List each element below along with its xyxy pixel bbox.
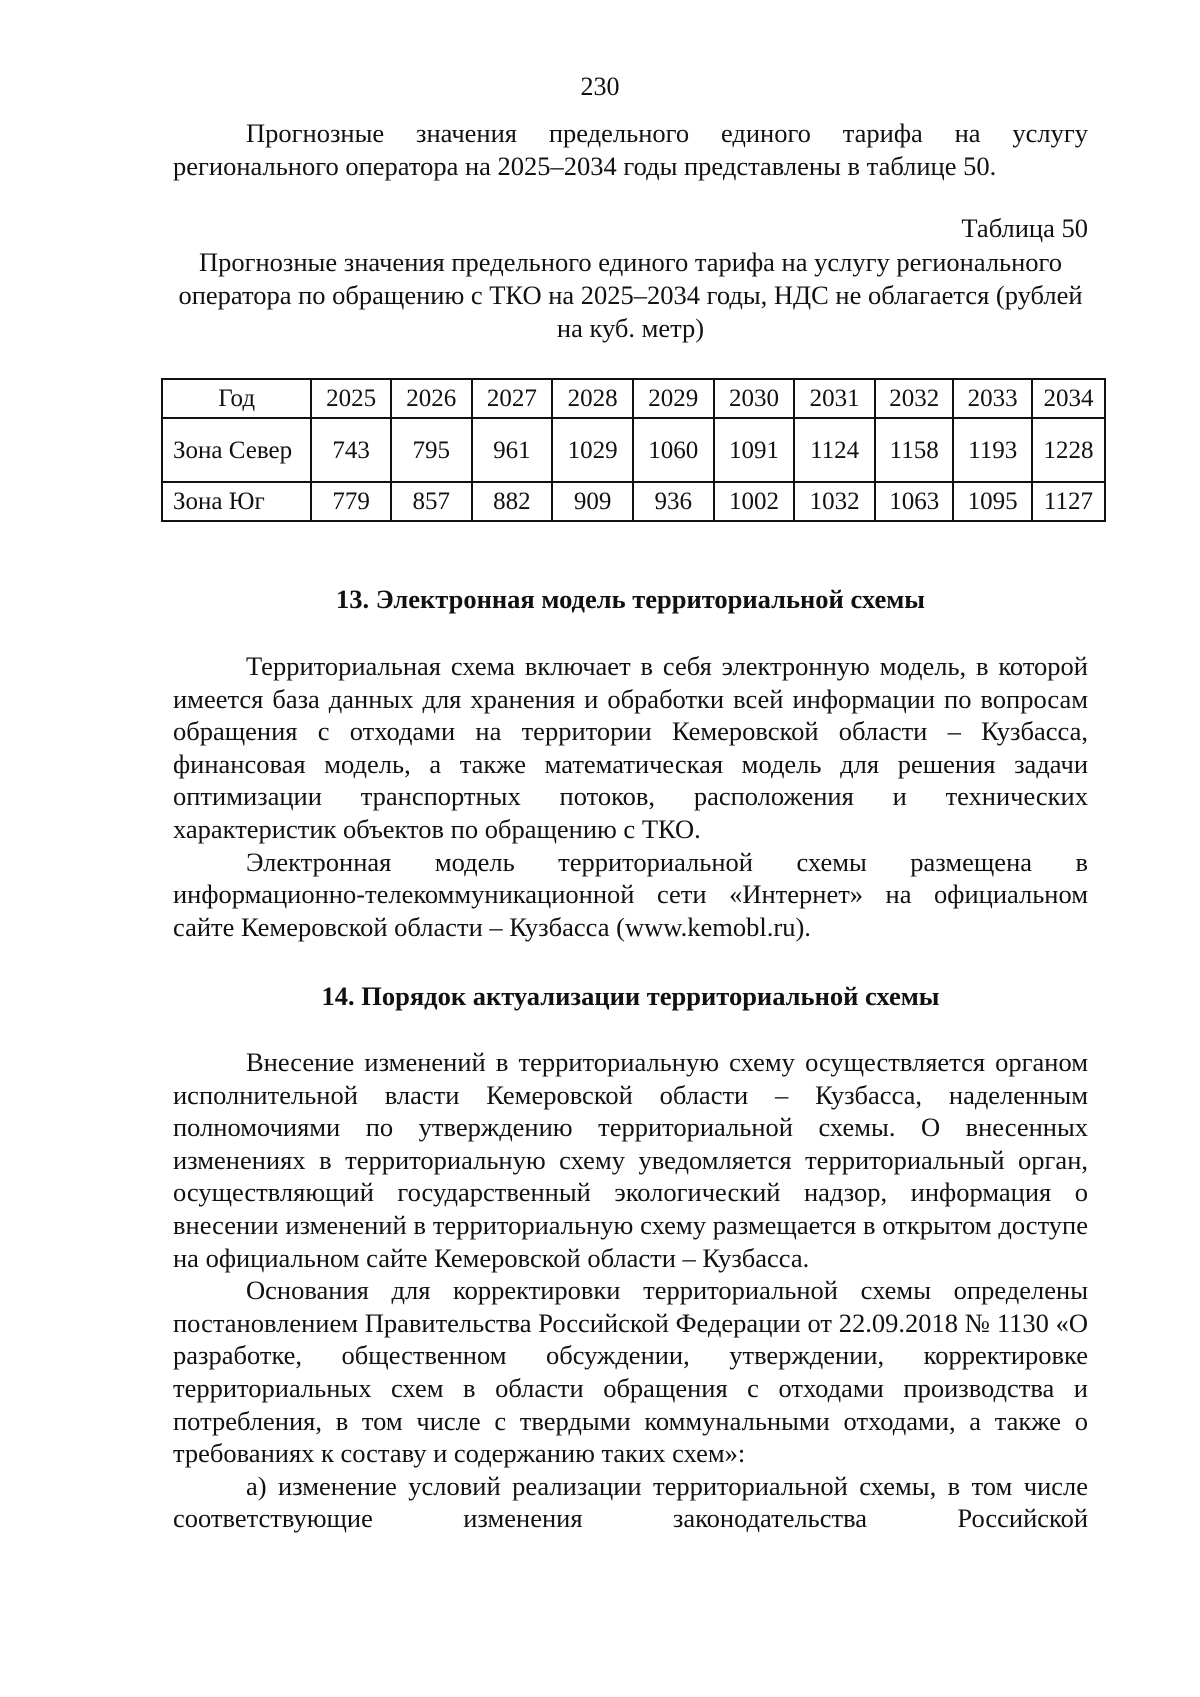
table-cell: 1091 [714,418,795,482]
table-cell: 743 [311,418,391,482]
section-13-paragraph-1: Территориальная схема включает в себя электронную модель, в которой имеется база данных для хранения и обработки всей информации по вопросам обращения с отходами на территории Кемеровской области – Кузбасса, финансовая модель, а также математическая модель для решения задачи оптимизации транспортных потоков, расположения и технических характеристик объектов по обращению с ТКО. [173,651,1088,844]
table-cell: 1032 [794,482,875,521]
header-cell: 2029 [633,379,714,418]
intro-block [173,117,1088,182]
header-cell: 2030 [714,379,795,418]
table-cell: 1124 [794,418,875,482]
section-14-paragraph-3: а) изменение условий реализации территориальной схемы, в том числе соответствующие изменения законодательства Российской [173,1470,1088,1534]
section-13-body [173,650,1088,943]
table-cell: 1002 [714,482,795,521]
table-cell: 779 [311,482,391,521]
page-number: 230 [580,72,620,101]
header-cell: 2033 [953,379,1031,418]
section-14-body [173,1046,1088,1535]
table-cell: 1228 [1032,418,1105,482]
table-cell: 909 [552,482,633,521]
row-label-south: Зона Юг [162,482,311,521]
table-cell: 936 [633,482,714,521]
header-cell-year: Год [162,379,311,418]
table-title: Прогнозные значения предельного единого тарифа на услугу регионального оператора по обращению с ТКО на 2025–2034 годы, НДС не облагается (рублей на куб. метр) [178,247,1083,343]
table-cell: 1029 [552,418,633,482]
tariff-table [161,378,1106,522]
table-cell: 857 [391,482,472,521]
section-14-paragraph-2: Основания для корректировки территориальной схемы определены постановлением Правительства Российской Федерации от 22.09.2018 № 1130 «О разработке, общественном обсуждении, утверждении, корректировке территориальных схем в области обращения с отходами производства и потребления, в том числе с твердыми коммунальными отходами, а также о требованиях к составу и содержанию таких схем»: [173,1275,1088,1469]
section-14-paragraph-1: Внесение изменений в территориальную схему осуществляется органом исполнительной власти Кемеровской области – Кузбасса, наделенным полномочиями по утверждению территориальной схемы. О внесенных изменениях в территориальную схему уведомляется территориальный орган, осуществляющий государственный экологический надзор, информация о внесении изменений в территориальную схему размещается в открытом доступе на официальном сайте Кемеровской области – Кузбасса. [173,1047,1088,1273]
table-label: Таблица 50 [961,213,1088,243]
section-13-heading: 13. Электронная модель территориальной схемы [336,584,925,614]
table-cell: 961 [472,418,553,482]
table-header-row [162,379,1105,418]
table-cell: 1063 [875,482,953,521]
table-row-north [162,418,1105,482]
table-cell: 795 [391,418,472,482]
header-cell: 2032 [875,379,953,418]
row-label-north: Зона Север [162,418,311,482]
table-cell: 1060 [633,418,714,482]
table-cell: 1127 [1032,482,1105,521]
section-13-paragraph-2: Электронная модель территориальной схемы размещена в информационно-телекоммуникационной сети «Интернет» на официальном сайте Кемеровской области – Кузбасса (www.kemobl.ru). [173,846,1088,942]
table-cell: 1158 [875,418,953,482]
header-cell: 2028 [552,379,633,418]
header-cell: 2025 [311,379,391,418]
table-cell: 882 [472,482,553,521]
intro-paragraph: Прогнозные значения предельного единого тарифа на услугу регионального оператора на 2025–2034 годы представлены в таблице 50. [173,118,1088,181]
table-cell: 1095 [953,482,1031,521]
header-cell: 2034 [1032,379,1105,418]
header-cell: 2031 [794,379,875,418]
table-row-south [162,482,1105,521]
header-cell: 2027 [472,379,553,418]
table-cell: 1193 [953,418,1031,482]
header-cell: 2026 [391,379,472,418]
section-14-heading: 14. Порядок актуализации территориальной схемы [321,981,940,1011]
